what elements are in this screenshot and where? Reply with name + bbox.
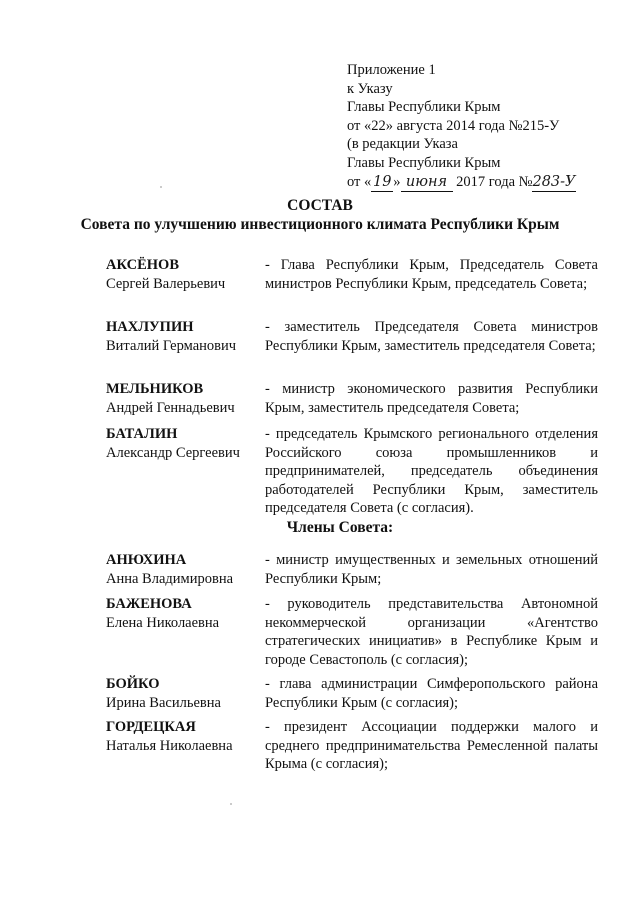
member-name (106, 380, 256, 417)
member-name (106, 595, 256, 632)
member-surname: АКСЁНОВ (106, 257, 179, 273)
member-surname: МЕЛЬНИКОВ (106, 381, 204, 397)
member-given-name: Андрей Геннадьевич (106, 399, 235, 416)
handwritten-month: июня (401, 173, 453, 193)
member-position: - заместитель Председателя Совета министров Республики Крым, заместитель председателя Совета; (265, 319, 598, 354)
member-name (106, 318, 256, 355)
member-position: - руководитель представительства Автономной некоммерческой организации «Агентство стратегических инициатив» в Республике Крым и городе Севастополь (с согласия); (265, 596, 598, 668)
document-title: СОСТАВ (287, 197, 353, 214)
edition-date-prefix: от « (347, 173, 372, 190)
document-subtitle: Совета по улучшению инвестиционного климата Республики Крым (80, 216, 560, 233)
edition-date-mid: » (393, 173, 401, 190)
member-name (106, 551, 256, 588)
member-surname: АНЮХИНА (106, 552, 187, 568)
scan-speck (160, 186, 162, 188)
member-given-name: Александр Сергеевич (106, 444, 240, 461)
member-surname: БАЖЕНОВА (106, 596, 192, 612)
member-surname: НАХЛУПИН (106, 319, 194, 335)
member-name (106, 718, 256, 755)
member-given-name: Анна Владимировна (106, 570, 234, 587)
head-of-republic-line: Главы Республики Крым (347, 99, 501, 116)
member-position: - председатель Крымского регионального отделения Российского союза промышленников и предпринимателей, председатель объединения работодателей Республики Крым, заместитель председателя Совета (с согласия). (265, 426, 598, 517)
edition-date-line (347, 173, 576, 193)
member-position: - президент Ассоциации поддержки малого и среднего предпринимательства Ремесленной палаты Крыма (с согласия); (265, 719, 598, 773)
edition-line: (в редакции Указа (347, 136, 458, 153)
members-heading: Члены Совета: (286, 519, 394, 536)
member-given-name: Сергей Валерьевич (106, 275, 226, 292)
member-position: - глава администрации Симферопольского района Республики Крым (с согласия); (265, 676, 598, 711)
member-position: - министр экономического развития Республики Крым, заместитель председателя Совета; (265, 381, 598, 416)
handwritten-day: 19 (371, 173, 393, 193)
decree-date-line: от «22» августа 2014 года №215-У (347, 117, 560, 134)
scan-speck (230, 803, 232, 805)
handwritten-number: 283-У (532, 173, 575, 193)
member-position: - Глава Республики Крым, Председатель Совета министров Республики Крым, председатель Совета; (265, 257, 598, 292)
member-given-name: Наталья Николаевна (106, 737, 233, 754)
member-surname: ГОРДЕЦКАЯ (106, 719, 196, 735)
appendix-line: Приложение 1 (347, 62, 436, 78)
member-name (106, 675, 256, 712)
member-surname: БАТАЛИН (106, 426, 178, 442)
edition-year: 2017 года № (456, 173, 533, 190)
decree-ref-line: к Указу (347, 80, 393, 97)
member-given-name: Виталий Германович (106, 337, 237, 354)
appendix-header (347, 61, 576, 192)
member-given-name: Елена Николаевна (106, 614, 220, 631)
head-of-republic-line-2: Главы Республики Крым (347, 154, 501, 171)
member-name (106, 425, 256, 462)
member-given-name: Ирина Васильевна (106, 694, 221, 711)
member-surname: БОЙКО (106, 676, 160, 692)
member-position: - министр имущественных и земельных отношений Республики Крым; (265, 552, 598, 587)
member-name (106, 256, 256, 293)
